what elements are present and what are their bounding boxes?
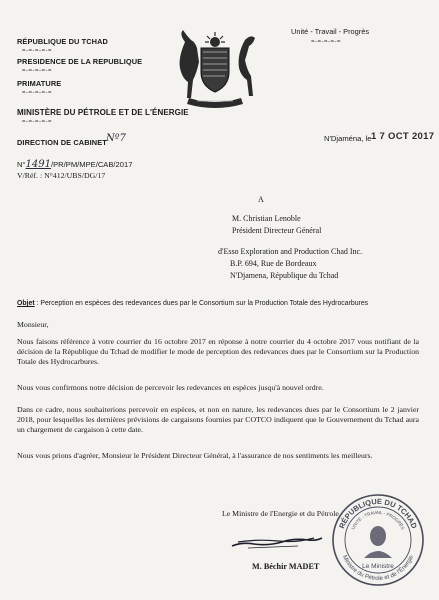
subject-line: [17, 300, 368, 307]
coat-of-arms-icon: [165, 28, 265, 112]
separator: =-=-=-=-=: [22, 68, 53, 74]
separator: =-=-=-=-=: [22, 90, 53, 96]
separator: =-=-=-=-=: [311, 39, 342, 45]
signatory-name: M. Béchir MADET: [252, 562, 320, 571]
body-paragraph-4: Nous vous prions d'agréer, Monsieur le Président Directeur Général, à l'assurance de nos sentiments les meilleurs.: [17, 451, 373, 460]
stamp-center-text: Le Ministre: [362, 563, 394, 570]
cabinet-header: DIRECTION DE CABINET: [17, 138, 107, 147]
republic-header: RÉPUBLIQUE DU TCHAD: [17, 37, 108, 46]
stamp-top-text: RÉPUBLIQUE DU TCHAD: [337, 496, 419, 530]
reference-prefix: N°: [17, 160, 26, 169]
national-motto: Unité - Travail - Progrès: [291, 27, 370, 36]
your-reference: V/Réf. : N°412/UBS/DG/17: [17, 171, 106, 180]
separator: =-=-=-=-=: [22, 119, 53, 125]
subject-text: : Perception en espèces des redevances dues par le Consortium sur la Production Totale des Hydrocarbures: [34, 300, 369, 307]
stamp-motto-text: UNITÉ - TRAVAIL - PROGRÈS: [350, 509, 406, 531]
reference-suffix: /PR/PM/MPE/CAB/2017: [50, 160, 133, 169]
cabinet-handwritten-number: Nº7: [106, 133, 126, 144]
subject-label: Objet: [17, 300, 35, 307]
handwritten-signature-icon: [228, 520, 328, 556]
salutation: Monsieur,: [17, 320, 49, 329]
official-stamp-icon: [330, 492, 426, 588]
stamp-bottom-text: Ministre du Pétrole et de l'Énergie: [340, 554, 416, 583]
body-paragraph-1: Nous faisons référence à votre courrier du 16 octobre 2017 en réponse à notre courrier du 4 octobre 2017 vous notifiant de la décision de la République du Tchad de modifier le mode de perception des redevances dues par le Consortium sur la Production Totale des Hydrocarbures.: [17, 337, 419, 367]
recipient-company: d'Esso Exploration and Production Chad Inc.: [218, 247, 363, 256]
separator: =-=-=-=-=: [22, 48, 53, 54]
reference-handwritten: 1491: [25, 159, 51, 170]
recipient-title: Président Directeur Général: [232, 226, 322, 235]
body-paragraph-3: Dans ce cadre, nous souhaiterions percevoir en espèces, et non en nature, les redevances dues par le Consortium le 2 janvier 2018, pour lesquelles les dernières prévisions de cargaisons fournies par COTCO indiquent que le Gouvernement du Tchad aura un chargement de cargaison à cette date.: [17, 405, 419, 435]
recipient-city: N'Djamena, République du Tchad: [230, 271, 339, 280]
signatory-role: Le Ministre de l'Energie et du Pétrole: [222, 509, 339, 518]
recipient-name: M. Christian Lenoble: [232, 214, 301, 223]
recipient-to: A: [258, 195, 264, 204]
presidency-header: PRESIDENCE DE LA REPUBLIQUE: [17, 57, 143, 66]
recipient-address: B.P. 694, Rue de Bordeaux: [230, 259, 317, 268]
reference-number: [17, 159, 132, 170]
place-label: N'Djaména, le: [324, 134, 372, 143]
body-paragraph-2: Nous vous confirmons notre décision de percevoir les redevances en espèces jusqu'à nouvel ordre.: [17, 383, 324, 392]
ministry-header: MINISTÈRE DU PÉTROLE ET DE L'ÉNERGIE: [17, 108, 189, 117]
primature-header: PRIMATURE: [17, 79, 62, 88]
date-stamp: 1 7 OCT 2017: [371, 131, 435, 142]
